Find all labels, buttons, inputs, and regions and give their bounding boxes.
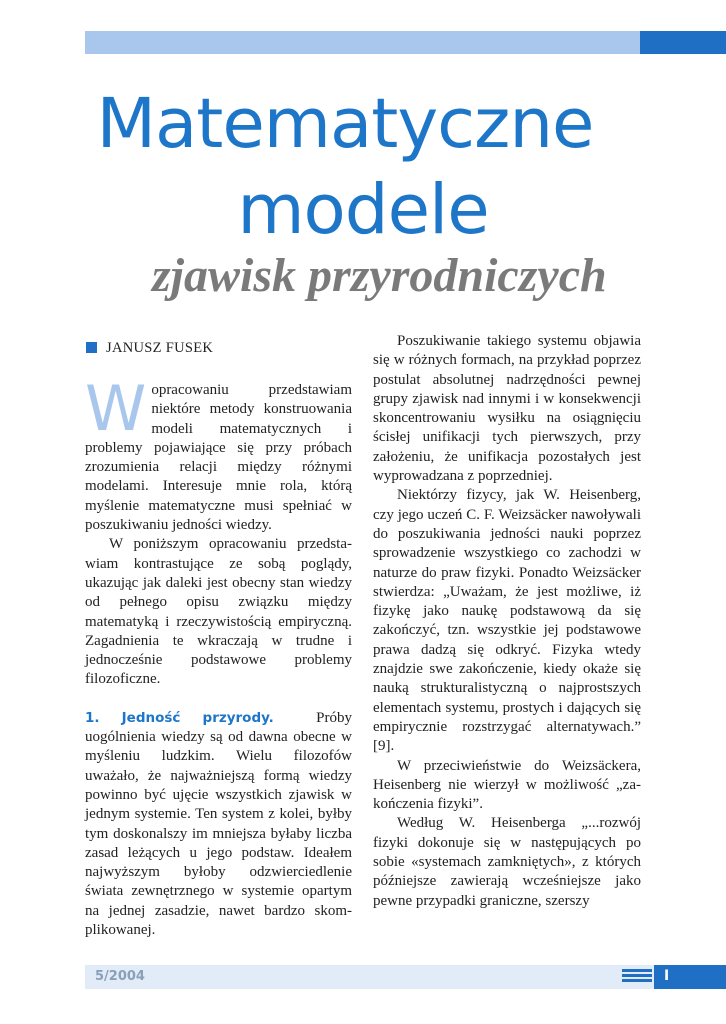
section-text: Próby uogólnienia wiedzy są od dawna obecne w myśleniu ludzkim. Wielu filozofów uważało, że najważniejszą formą wiedzy powinno być ujęcie wszystkich zjawisk w jednym systemie. Ten system z kolei, byłby tym doskonalszy im mniejsza byłaby liczba zasad leżących u jego podstaw. Ideałem najwyższym byłoby odzwierciedlenie świata zewnętrznego w systemie opartym na jednej zasadzie, nawet bardzo skomplikowanej. xyxy=(85,709,353,939)
page-number-box xyxy=(654,965,726,989)
footer-stripes-icon xyxy=(622,969,652,984)
right-paragraph-2: Niektórzy fizycy, jak W. Heisenberg, czy jego uczeń C. F. Weizsäcker nawoływali do poszukiwania jedności nauki poprzez sprowadzenie wszystkiego co zachodzi w naturze do praw fizyki. Ponadto Weizsäcker stwierdza: „Uważam, że jest możliwe, iż fizykę jako naukę podstawową da się zakończyć, tzn. wszystkie jej podstawowe prawa dadzą się odkryć. Fizyka wtedy znajdzie swe zakończenie, kiedy okaże się nauką strukturalistyczną o najprostszych elementach systemu, prostych i dających się empirycznie rozstrzygać alternatywach.” [9]. xyxy=(373,487,641,755)
right-paragraph-4: Według W. Heisenberga „...rozwój fizyki dokonuje się w następujących po sobie «systemach zamkniętych», z których późniejsze zawierają wcześniejsze jako pewne przypadki graniczne, szerszy xyxy=(373,815,641,909)
right-paragraph-3: W przeciwieństwie do Weizsäckera, Heisenberg nie wierzył w możliwość „zakończenia fizyki”. xyxy=(373,757,641,813)
issue-number: 5/2004 xyxy=(95,969,145,984)
intro-paragraph xyxy=(85,372,352,535)
subtitle: zjawisk przyrodniczych xyxy=(152,249,607,302)
author-line xyxy=(86,340,213,357)
left-column xyxy=(85,372,353,940)
page-number: I xyxy=(664,968,670,984)
section-paragraph xyxy=(85,709,352,941)
right-column xyxy=(373,332,641,911)
author-bullet-icon xyxy=(86,342,97,353)
intro-text: opracowaniu przedstawiam niektóre metody konstruowania modeli matematycznych i problemy pojawiające się przy próbach zrozumienia relacji między różnymi modelami. Interesuje mnie rola, którą myślenie matematyczne musi spełniać w poszukiwaniu jedności wiedzy. xyxy=(85,382,352,534)
left-paragraph-2: W poniższym opracowaniu przedstawiam kontrastujące ze sobą poglądy, ukazując jak daleki jest obecny stan wiedzy od pełnego opisu związku między matematyką i rzeczywistością empiryczną. Zagadnienia te wkraczają w trudne i jednocześnie podstawowe problemy filozoficzne. xyxy=(85,536,352,688)
title-line-2: modele xyxy=(237,170,489,250)
section-heading: 1. Jedność przyrody. xyxy=(85,709,274,726)
header-bar-accent xyxy=(640,31,726,54)
dropcap: W xyxy=(85,372,147,445)
title-line-1: Matematyczne xyxy=(96,84,594,164)
right-paragraph-1: Poszukiwanie takiego systemu objawia się w różnych formach, na przykład poprzez postulat absolutnej nadrzędności pewnej grupy zjawisk nad innymi i w konsekwencji skoncentrowaniu wysiłku na osiągnięciu ścisłej unifikacji tych pierwszych, przy założeniu, że unifikacja pozostałych jest wyprowadzana z poprzedniej. xyxy=(373,333,641,485)
header-bar xyxy=(85,31,726,54)
author-name: JANUSZ FUSEK xyxy=(106,340,214,356)
